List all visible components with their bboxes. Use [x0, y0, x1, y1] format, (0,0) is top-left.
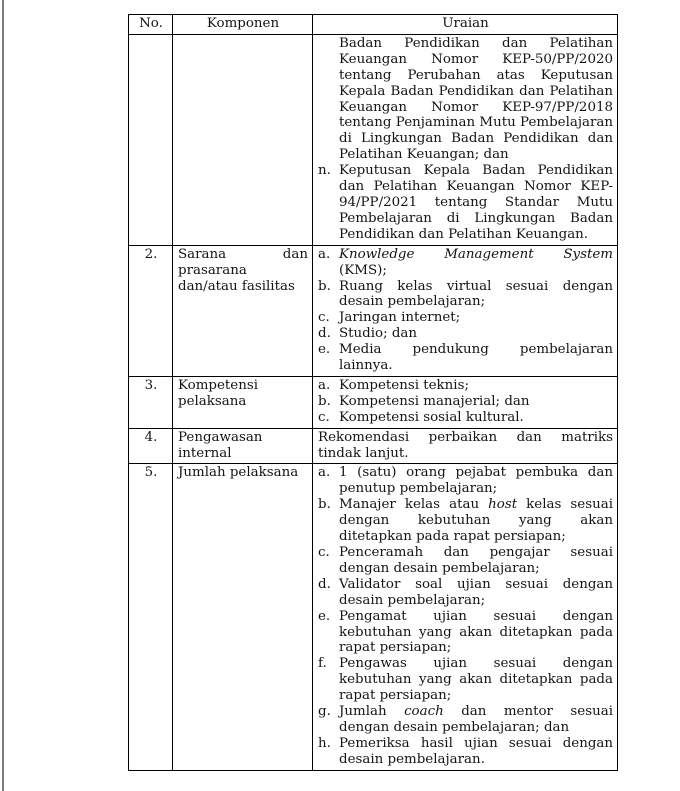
uraian-list-item [318, 163, 613, 243]
uraian-cell [313, 464, 618, 770]
uraian-list-item [318, 704, 613, 736]
item-text: Ruang kelas virtual sesuai dengan desain pembelajaran; [339, 278, 613, 310]
item-text: Pemeriksa hasil ujian sesuai dengan desain pembelajaran. [339, 735, 613, 767]
item-text: Pengawas ujian sesuai dengan kebutuhan yang akan ditetapkan pada rapat persiapan; [339, 656, 613, 704]
item-text: Jumlah [339, 704, 405, 720]
item-text: Badan Pendidikan dan Pelatihan Keuangan Nomor KEP-50/PP/2020 tentang Perubahan atas Keputusan Kepala Badan Pendidikan dan Pelatihan Keuangan Nomor KEP-97/PP/2018 tentang Penjaminan Mutu Pembelajaran di Lingkungan Badan Pendidikan dan Pelatihan Keuangan; dan [339, 35, 613, 163]
uraian-list-item [318, 378, 613, 394]
list-letter: a. [318, 246, 331, 262]
list-letter: f. [318, 656, 327, 672]
list-letter: h. [318, 735, 331, 751]
uraian-list-item [318, 410, 613, 426]
list-letter: b. [318, 278, 331, 294]
uraian-list-item [318, 609, 613, 657]
item-text: kelas sesuai dengan kebutuhan yang akan ditetapkan pada rapat persiapan; [339, 497, 613, 545]
row-number-cell: 5. [129, 464, 173, 770]
table-row [129, 34, 618, 245]
item-text: coach [404, 704, 444, 720]
table-header-row [129, 15, 618, 35]
col-header-komponen: Komponen [173, 15, 313, 35]
col-header-no: No. [129, 15, 173, 35]
uraian-list-item [318, 326, 613, 342]
row-number-cell: 3. [129, 376, 173, 428]
uraian-list-item [318, 656, 613, 704]
list-letter: d. [318, 326, 331, 342]
uraian-cell [313, 428, 618, 464]
list-letter: e. [318, 342, 331, 358]
item-text: Rekomendasi perbaikan dan matriks tindak lanjut. [318, 429, 613, 461]
col-header-uraian: Uraian [313, 15, 618, 35]
item-text: Penceramah dan pengajar sesuai dengan desain pembelajaran; [339, 545, 613, 576]
uraian-list-item [318, 279, 613, 311]
uraian-list-item [318, 497, 613, 545]
uraian-paragraph [318, 430, 613, 462]
uraian-cell [313, 245, 618, 376]
komponen-cell: Kompetensi pelaksana [173, 376, 313, 428]
item-text: Pengamat ujian sesuai dengan kebutuhan yang akan ditetapkan pada rapat persiapan; [339, 608, 613, 656]
komponen-cell [173, 34, 313, 245]
uraian-list-item [318, 247, 613, 279]
item-text: Validator soal ujian sesuai dengan desain pembelajaran; [339, 576, 613, 608]
komponen-cell: Sarana dan prasarana dan/atau fasilitas [173, 245, 313, 376]
item-text: Kompetensi sosial kultural. [339, 409, 524, 425]
row-number-cell [129, 34, 173, 245]
item-text: Keputusan Kepala Badan Pendidikan dan Pelatihan Keuangan Nomor KEP-94/PP/2021 tentang Standar Mutu Pembelajaran di Lingkungan Badan Pendidikan dan Pelatihan Keuangan. [339, 163, 613, 242]
item-text: Knowledge Management System [339, 246, 613, 262]
list-letter: d. [318, 576, 331, 592]
table-row [129, 245, 618, 376]
page-left-edge-line [2, 0, 4, 791]
list-letter: g. [318, 704, 331, 720]
list-letter: a. [318, 377, 331, 393]
uraian-cell [313, 34, 618, 245]
row-number-cell: 4. [129, 428, 173, 464]
list-letter: b. [318, 497, 331, 513]
item-text: Manajer kelas atau [339, 497, 489, 513]
table-row [129, 428, 618, 464]
uraian-continuation [318, 36, 613, 163]
list-letter: c. [318, 545, 330, 560]
list-letter: a. [318, 465, 331, 481]
list-letter: e. [318, 608, 331, 624]
row-number-cell: 2. [129, 245, 173, 376]
table-row [129, 376, 618, 428]
uraian-list-item [318, 394, 613, 410]
item-text: host [488, 497, 518, 513]
list-letter: b. [318, 393, 331, 409]
uraian-list-item [318, 465, 613, 497]
uraian-cell [313, 376, 618, 428]
komponen-cell: Pengawasan internal [173, 428, 313, 464]
komponen-cell: Jumlah pelaksana [173, 464, 313, 770]
item-text: Media pendukung pembelajaran lainnya. [339, 342, 613, 374]
item-text: Studio; dan [339, 326, 418, 342]
list-letter: c. [318, 409, 330, 425]
uraian-list-item [318, 577, 613, 609]
uraian-list-item [318, 545, 613, 577]
table-body [129, 34, 618, 770]
item-text: Jaringan internet; [339, 310, 461, 326]
item-text: Kompetensi manajerial; dan [339, 393, 530, 409]
table-row [129, 464, 618, 770]
item-text: Kompetensi teknis; [339, 377, 469, 393]
uraian-list-item [318, 736, 613, 768]
uraian-list-item [318, 310, 613, 326]
list-letter: c. [318, 310, 330, 326]
list-letter: n. [318, 163, 331, 179]
item-text: 1 (satu) orang pejabat pembuka dan penutup pembelajaran; [339, 465, 613, 497]
components-table [128, 14, 618, 771]
item-text: (KMS); [339, 262, 387, 278]
item-text: dan mentor sesuai dengan desain pembelajaran; dan [339, 704, 613, 735]
uraian-list-item [318, 342, 613, 374]
